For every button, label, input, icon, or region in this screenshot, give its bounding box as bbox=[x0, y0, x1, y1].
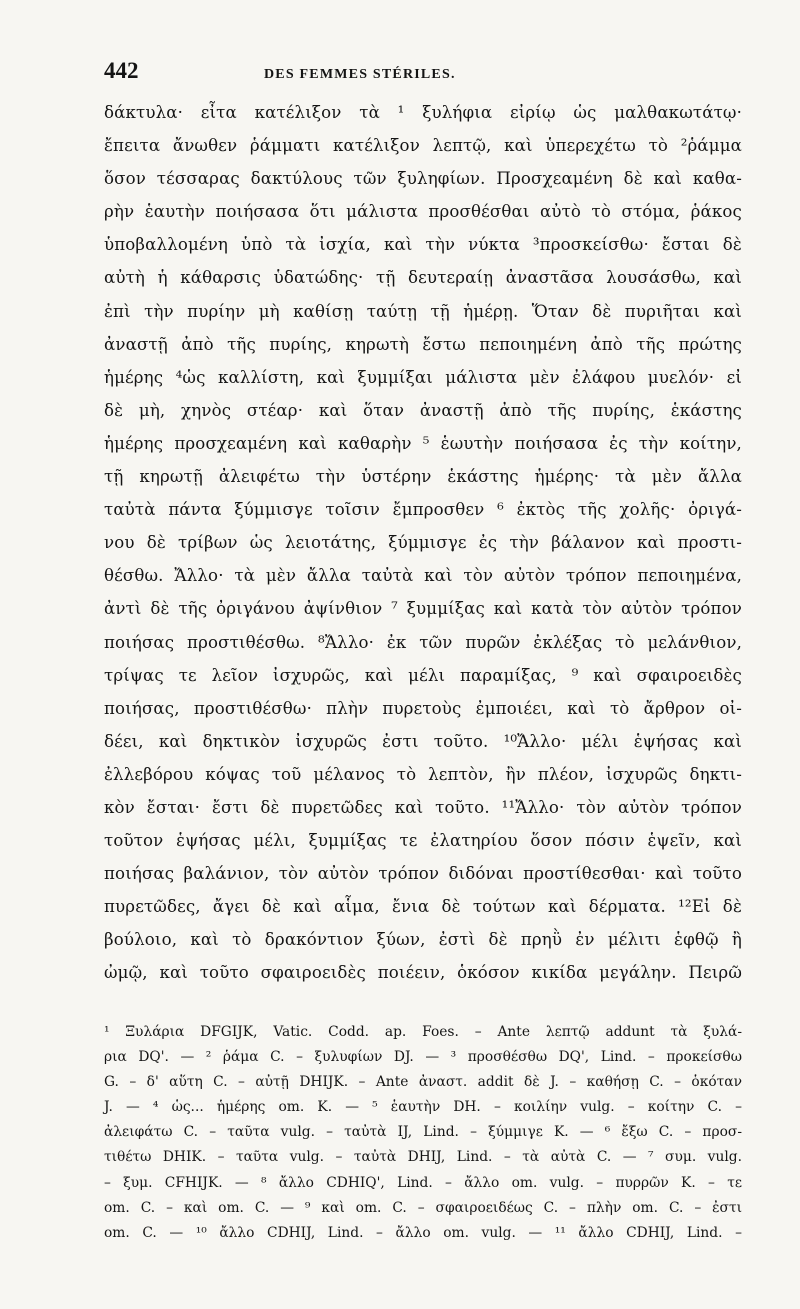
text-line: τοῦτον ἑψήσας μέλι, ξυμμίξας τε ἐλατηρίου ὅσον πόσιν ἑψεῖν, καὶ bbox=[104, 831, 742, 851]
text-line: αὐτὴ ἡ κάθαρσις ὑδατώδης· τῇ δευτεραίῃ ἀναστᾶσα λουσάσθω, καὶ bbox=[104, 268, 742, 288]
page-number: 442 bbox=[104, 58, 139, 83]
text-line: δὲ μὴ, χηνὸς στέαρ· καὶ ὅταν ἀναστῇ ἀπὸ τῆς πυρίης, ἑκάστης bbox=[104, 400, 742, 420]
footnote-line: G. – δ' αὕτη C. – αὐτῇ DHIJK. – Ante ἀναστ. addit δὲ J. – καθήσῃ C. – ὁκόταν bbox=[104, 1073, 742, 1090]
text-line: πυρετῶδες, ἄγει δὲ καὶ αἷμα, ἔνια δὲ τούτων καὶ δέρματα. ¹²Εἰ δὲ bbox=[104, 897, 742, 917]
text-line: νου δὲ τρίβων ὡς λειοτάτης, ξύμμισγε ἐς τὴν βάλανον καὶ προστι- bbox=[104, 533, 742, 553]
text-line: ἡμέρης ⁴ὡς καλλίστη, καὶ ξυμμίξαι μάλιστα μὲν ἐλάφου μυελόν· εἰ bbox=[104, 367, 742, 387]
footnote-line: J. — ⁴ ὡς... ἡμέρης om. K. — ⁵ ἑαυτὴν DH. – κοιλίην vulg. – κοίτην C. – bbox=[104, 1099, 742, 1116]
footnote-line: om. C. — ¹⁰ ἄλλο CDHIJ, Lind. – ἄλλο om. vulg. — ¹¹ ἄλλο CDHIJ, Lind. – bbox=[104, 1225, 742, 1242]
footnote-line: om. C. – καὶ om. C. — ⁹ καὶ om. C. – σφαιροειδέως C. – πλὴν om. C. – ἐστι bbox=[104, 1199, 742, 1216]
text-line: δάκτυλα· εἶτα κατέλιξον τὰ ¹ ξυλήφια εἰρίῳ ὡς μαλθακωτάτῳ· bbox=[104, 103, 742, 122]
main-text bbox=[104, 96, 742, 990]
footnote-line: ἀλειφάτω C. – ταῦτα vulg. – ταὐτὰ IJ, Lind. – ξύμμιγε K. — ⁶ ἔξω C. – προσ- bbox=[104, 1124, 742, 1141]
text-line: ταὐτὰ πάντα ξύμμισγε τοῖσιν ἔμπροσθεν ⁶ ἐκτὸς τῆς χολῆς· ὀριγά- bbox=[104, 500, 742, 520]
text-line: ὠμῷ, καὶ τοῦτο σφαιροειδὲς ποιέειν, ὁκόσον κικίδα μεγάλην. Πειρῶ bbox=[104, 963, 742, 983]
text-line: ἡμέρης προσχεαμένη καὶ καθαρὴν ⁵ ἑωυτὴν ποιήσασα ἐς τὴν κοίτην, bbox=[104, 433, 742, 453]
text-line: ποιήσας, προστιθέσθω· πλὴν πυρετοὺς ἐμποιέει, καὶ τὸ ἄρθρον οἰ- bbox=[104, 698, 742, 718]
text-line: ἀναστῇ ἀπὸ τῆς πυρίης, κηρωτὴ ἔστω πεποιημένη ἀπὸ τῆς πρώτης bbox=[104, 334, 742, 354]
text-line: ὅσον τέσσαρας δακτύλους τῶν ξυληφίων. Προσχεαμένη δὲ καὶ καθα- bbox=[104, 169, 742, 189]
text-line: κὸν ἔσται· ἔστι δὲ πυρετῶδες καὶ τοῦτο. ¹¹Ἄλλο· τὸν αὐτὸν τρόπον bbox=[104, 797, 742, 817]
text-line: ποιήσας βαλάνιον, τὸν αὐτὸν τρόπον διδόναι προστίθεσθαι· καὶ τοῦτο bbox=[104, 864, 742, 884]
footnote-line: τιθέτω DHIK. – ταῦτα vulg. – ταὐτὰ DHIJ, Lind. – τὰ αὐτὰ C. — ⁷ συμ. vulg. bbox=[104, 1149, 742, 1166]
footnote-line: – ξυμ. CFHIJK. — ⁸ ἄλλο CDHIQ', Lind. – ἄλλο om. vulg. – πυρρῶν K. – τε bbox=[104, 1174, 742, 1191]
text-line: ἀντὶ δὲ τῆς ὀριγάνου ἀψίνθιον ⁷ ξυμμίξας καὶ κατὰ τὸν αὐτὸν τρόπον bbox=[104, 599, 742, 619]
running-head bbox=[104, 58, 742, 88]
text-line: τῇ κηρωτῇ ἀλειφέτω τὴν ὑστέρην ἑκάστης ἡμέρης· τὰ μὲν ἄλλα bbox=[104, 467, 742, 487]
text-line: ποιήσας προστιθέσθω. ⁸Ἄλλο· ἐκ τῶν πυρῶν ἐκλέξας τὸ μελάνθιον, bbox=[104, 632, 742, 652]
running-title: DES FEMMES STÉRILES. bbox=[264, 67, 456, 82]
text-line: ρὴν ἑαυτὴν ποιήσασα ὅτι μάλιστα προσθέσθαι αὐτὸ τὸ στόμα, ῥάκος bbox=[104, 202, 742, 222]
text-line: ἔπειτα ἄνωθεν ῥάμματι κατέλιξον λεπτῷ, καὶ ὑπερεχέτω τὸ ²ῥάμμα bbox=[104, 136, 742, 156]
text-line: θέσθω. Ἄλλο· τὰ μὲν ἄλλα ταὐτὰ καὶ τὸν αὐτὸν τρόπον πεποιημένα, bbox=[104, 566, 742, 586]
text-line: ἐπὶ τὴν πυρίην μὴ καθίσῃ ταύτῃ τῇ ἡμέρῃ. Ὅταν δὲ πυριῆται καὶ bbox=[104, 301, 742, 321]
text-line: τρίψας τε λεῖον ἰσχυρῶς, καὶ μέλι παραμίξας, ⁹ καὶ σφαιροειδὲς bbox=[104, 665, 742, 685]
footnote-line: ¹ Ξυλάρια DFGIJK, Vatic. Codd. ap. Foes. – Ante λεπτῷ addunt τὰ ξυλά- bbox=[104, 1023, 742, 1040]
text-line: βούλοιο, καὶ τὸ δρακόντιον ξύων, ἐστὶ δὲ πρηῢ ἐν μέλιτι ἑφθῷ ἢ bbox=[104, 930, 742, 950]
footnotes bbox=[104, 1020, 742, 1247]
text-line: ἐλλεβόρου κόψας τοῦ μέλανος τὸ λεπτὸν, ἢν πλέον, ἰσχυρῶς δηκτι- bbox=[104, 764, 742, 784]
text-line: ὑποβαλλομένη ὑπὸ τὰ ἰσχία, καὶ τὴν νύκτα ³προσκείσθω· ἔσται δὲ bbox=[104, 235, 742, 255]
text-line: δέει, καὶ δηκτικὸν ἰσχυρῶς ἐστι τοῦτο. ¹⁰Ἄλλο· μέλι ἑψήσας καὶ bbox=[104, 731, 742, 751]
footnote-line: ρια DQ'. — ² ῥάμα C. – ξυλυφίων DJ. — ³ προσθέσθω DQ', Lind. – προκείσθω bbox=[104, 1048, 742, 1065]
